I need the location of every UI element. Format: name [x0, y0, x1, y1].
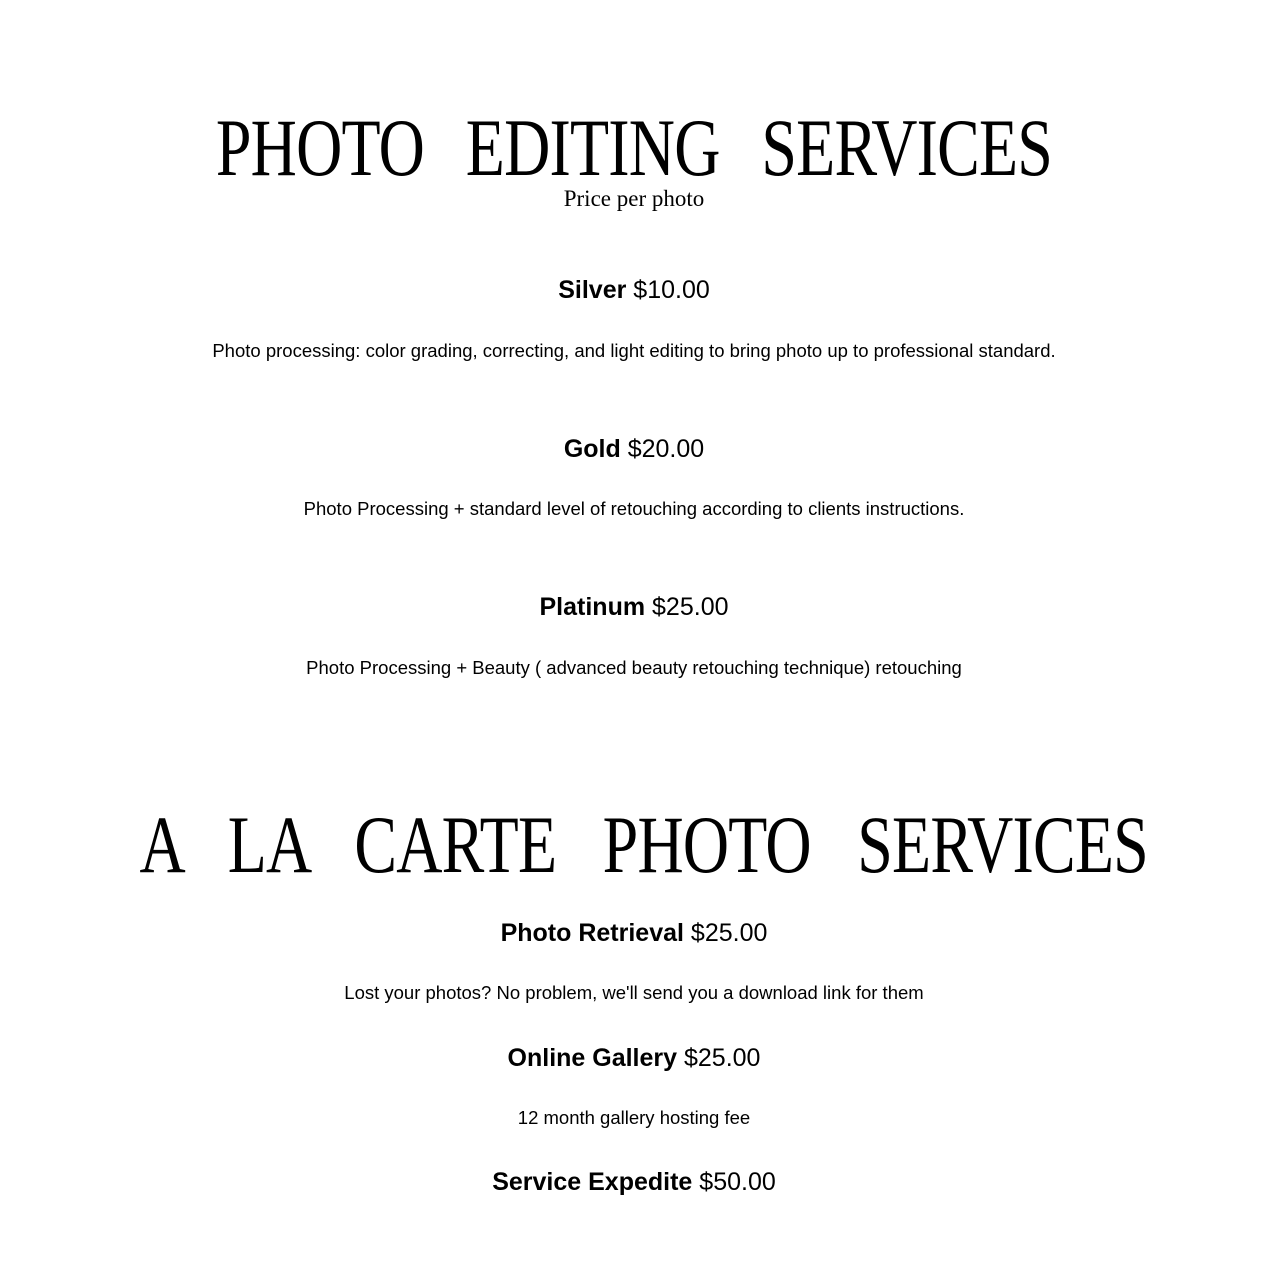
- tier-price: $20.00: [627, 435, 705, 463]
- tier-price: $10.00: [633, 276, 710, 304]
- tier-silver-heading: [0, 278, 1268, 303]
- tier-price: $25.00: [652, 593, 729, 621]
- item-name: Service Expedite: [492, 1168, 693, 1196]
- price-per-photo-subtitle: Price per photo: [563, 186, 705, 211]
- service-expedite-heading: [0, 1170, 1268, 1195]
- tier-platinum-description: Photo Processing + Beauty ( advanced beauty retouching technique) retouching: [306, 657, 962, 678]
- online-gallery-heading: [0, 1046, 1268, 1071]
- alacarte-services-title: A LA CARTE PHOTO SERVICES: [139, 799, 1148, 890]
- item-price: $25.00: [684, 1044, 761, 1072]
- photo-retrieval-description: Lost your photos? No problem, we'll send you a download link for them: [344, 982, 924, 1003]
- tier-gold-heading: [0, 437, 1268, 462]
- item-name: Photo Retrieval: [500, 919, 684, 947]
- tier-name: Silver: [558, 276, 627, 304]
- tier-gold-description: Photo Processing + standard level of retouching according to clients instructions.: [303, 498, 965, 519]
- item-price: $50.00: [699, 1168, 776, 1196]
- tier-name: Gold: [563, 435, 621, 463]
- item-price: $25.00: [690, 919, 768, 947]
- editing-services-title: PHOTO EDITING SERVICES: [215, 102, 1053, 193]
- tier-silver-description: Photo processing: color grading, correcting, and light editing to bring photo up to professional standard.: [212, 340, 1056, 361]
- tier-platinum-heading: [0, 595, 1268, 620]
- tier-name: Platinum: [539, 593, 646, 621]
- item-name: Online Gallery: [507, 1044, 678, 1072]
- online-gallery-description: 12 month gallery hosting fee: [517, 1107, 751, 1128]
- photo-retrieval-heading: [0, 921, 1268, 946]
